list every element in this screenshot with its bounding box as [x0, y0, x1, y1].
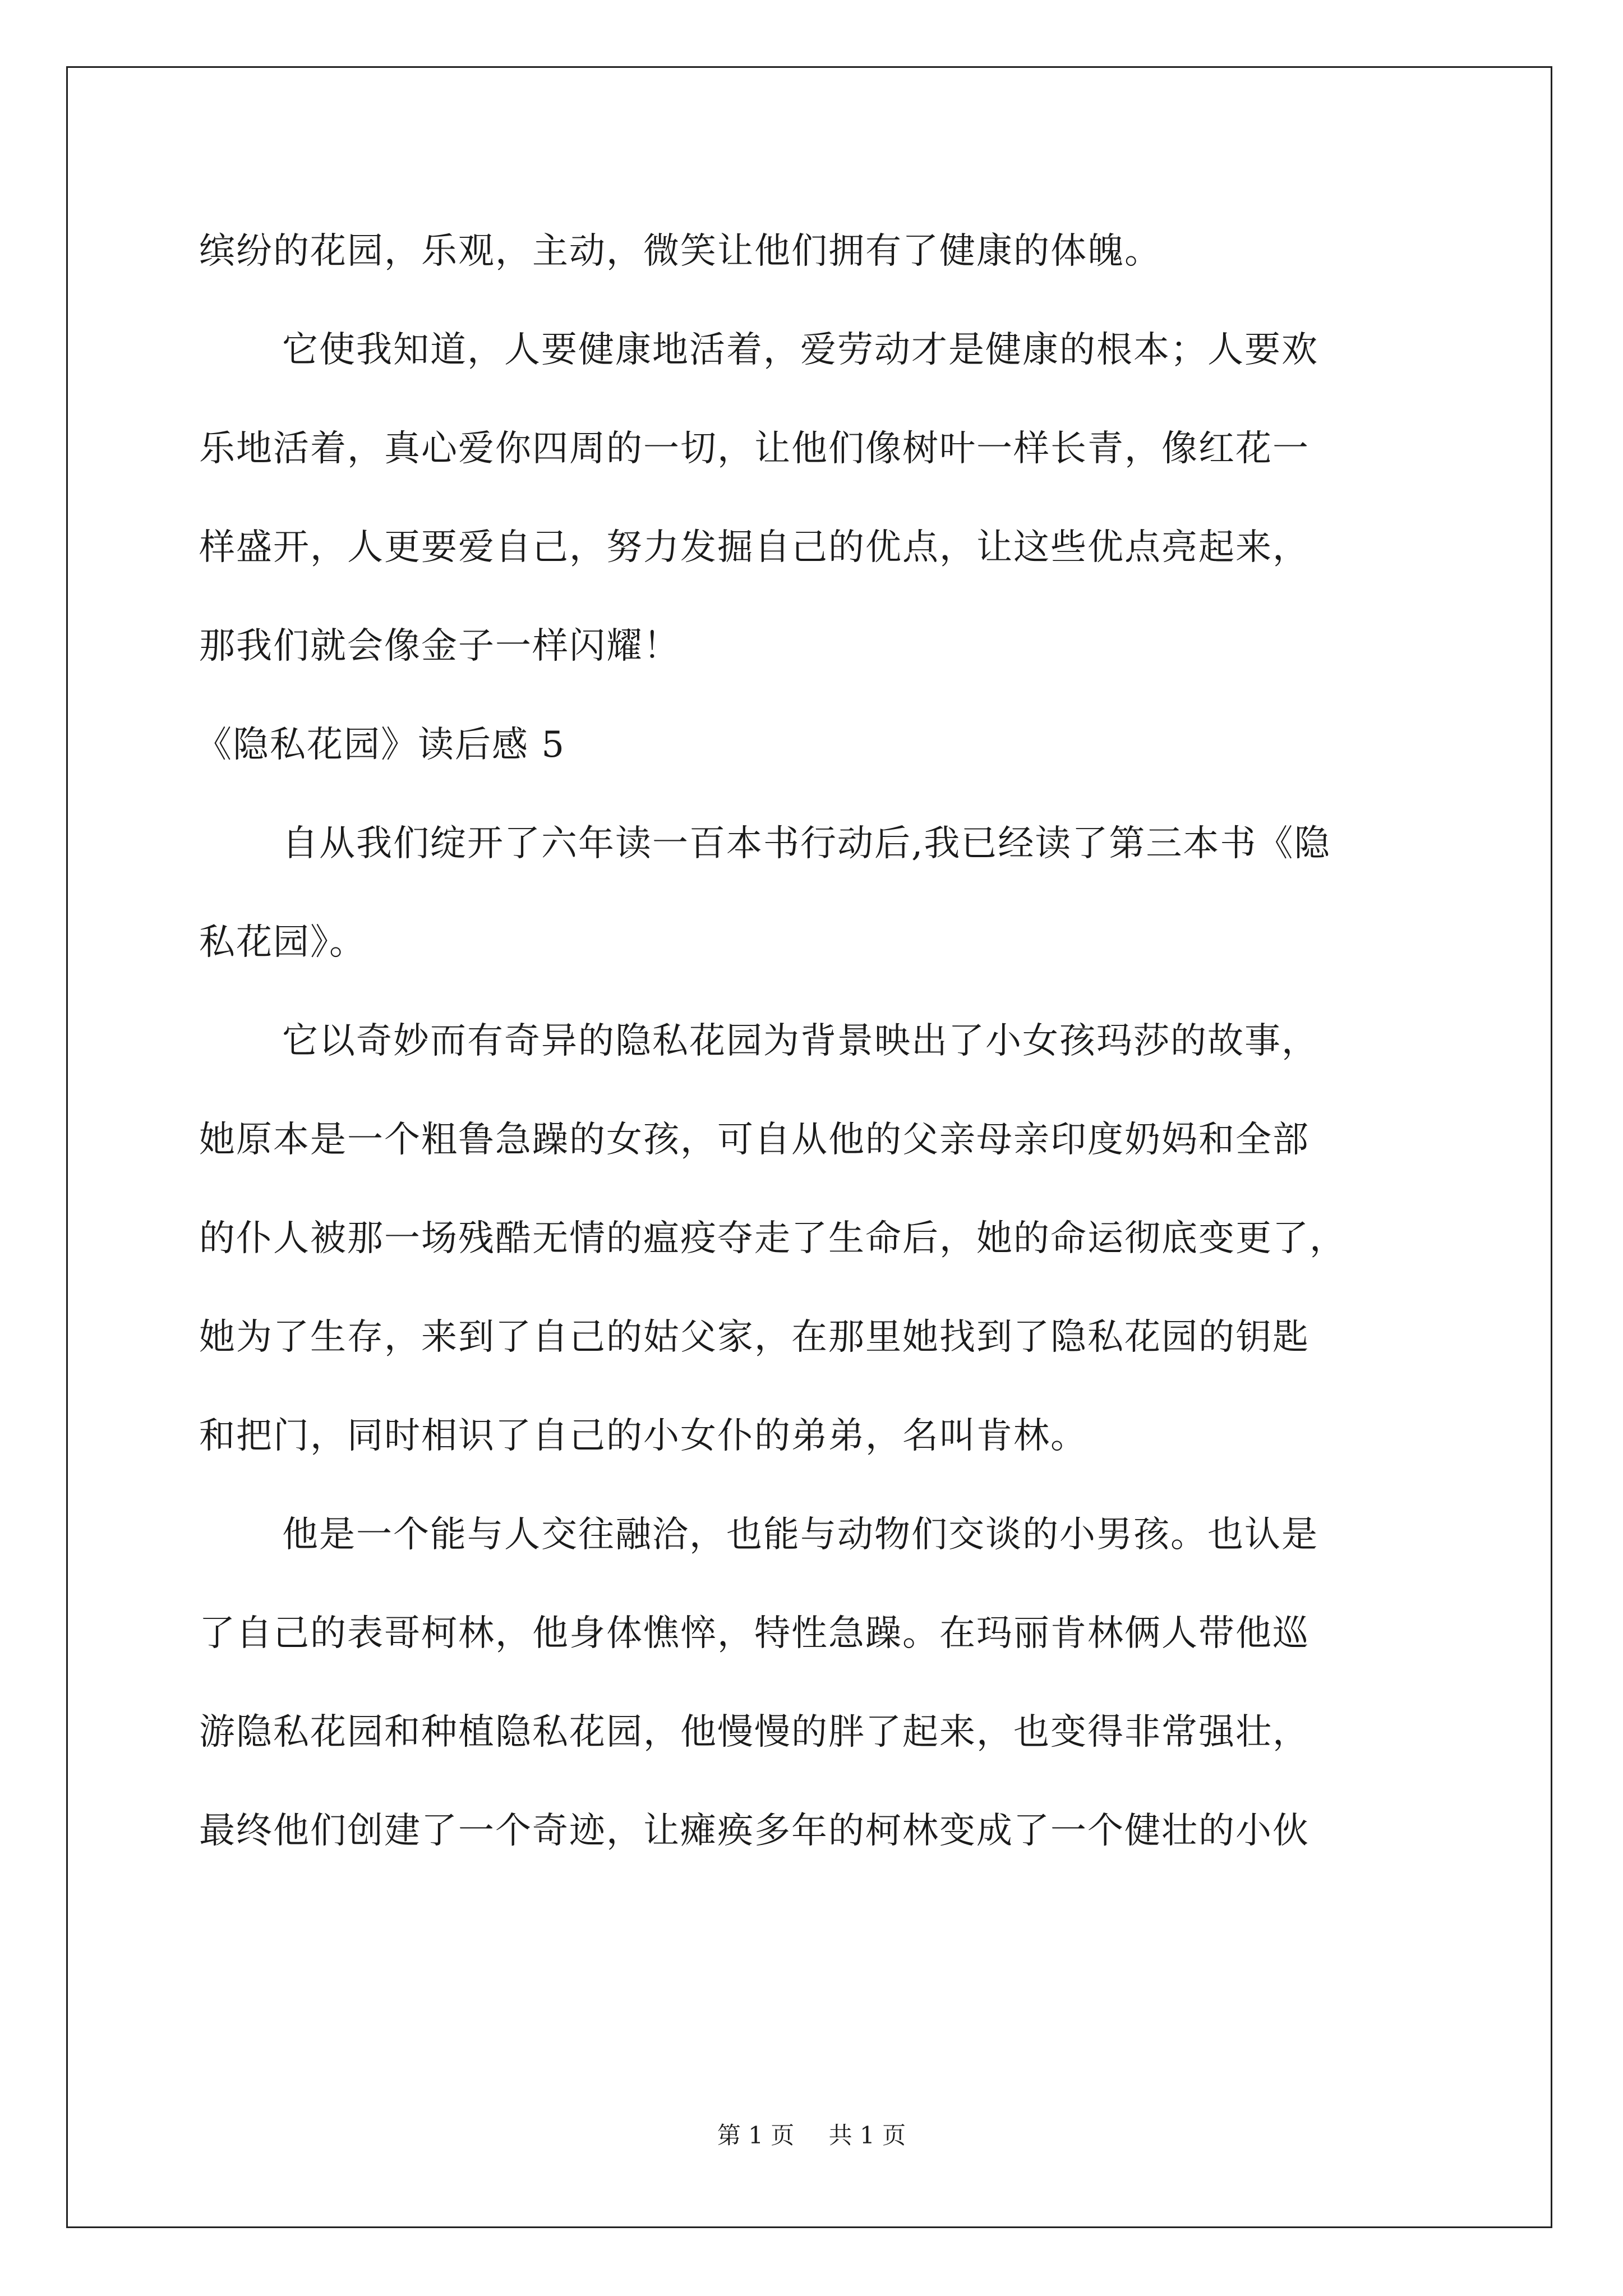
- text-line: 了自己的表哥柯林，他身体憔悴，特性急躁。在玛丽肯林俩人带他巡: [199, 1613, 1310, 1654]
- document-body: [196, 202, 1433, 1880]
- text-line: 她原本是一个粗鲁急躁的女孩，可自从他的父亲母亲印度奶妈和全部: [199, 1119, 1310, 1161]
- text-line: 游隐私花园和种植隐私花园，他慢慢的胖了起来，也变得非常强壮，: [199, 1711, 1310, 1753]
- page-footer: [0, 2117, 1623, 2151]
- text-line: 乐地活着，真心爱你四周的一切，让他们像树叶一样长青，像红花一: [199, 428, 1310, 470]
- text-line: 他是一个能与人交往融洽，也能与动物们交谈的小男孩。也认是: [282, 1514, 1318, 1556]
- text-line: 那我们就会像金子一样闪耀！: [199, 625, 680, 667]
- text-line: 缤纷的花园，乐观，主动，微笑让他们拥有了健康的体魄。: [199, 231, 1161, 272]
- text-line: 自从我们绽开了六年读一百本书行动后,我已经读了第三本书《隐: [282, 823, 1331, 864]
- text-line: 它以奇妙而有奇异的隐私花园为背景映出了小女孩玛莎的故事，: [282, 1020, 1318, 1062]
- page-number: 第 1 页: [717, 2122, 795, 2149]
- text-line: 私花园》。: [199, 922, 366, 963]
- section-heading: 《隐私花园》读后感 5: [196, 724, 566, 766]
- text-line: 它使我知道，人要健康地活着，爱劳动才是健康的根本；人要欢: [282, 329, 1318, 371]
- text-line: 的仆人被那一场残酷无情的瘟疫夺走了生命后，她的命运彻底变更了，: [199, 1218, 1347, 1259]
- page-total: 共 1 页: [828, 2122, 906, 2149]
- text-line: 样盛开，人更要爱自己，努力发掘自己的优点，让这些优点亮起来，: [199, 527, 1310, 568]
- text-line: 她为了生存，来到了自己的姑父家，在那里她找到了隐私花园的钥匙: [199, 1317, 1310, 1358]
- text-line: 最终他们创建了一个奇迹，让瘫痪多年的柯林变成了一个健壮的小伙: [199, 1810, 1310, 1852]
- text-line: 和把门，同时相识了自己的小女仆的弟弟，名叫肯林。: [199, 1415, 1087, 1457]
